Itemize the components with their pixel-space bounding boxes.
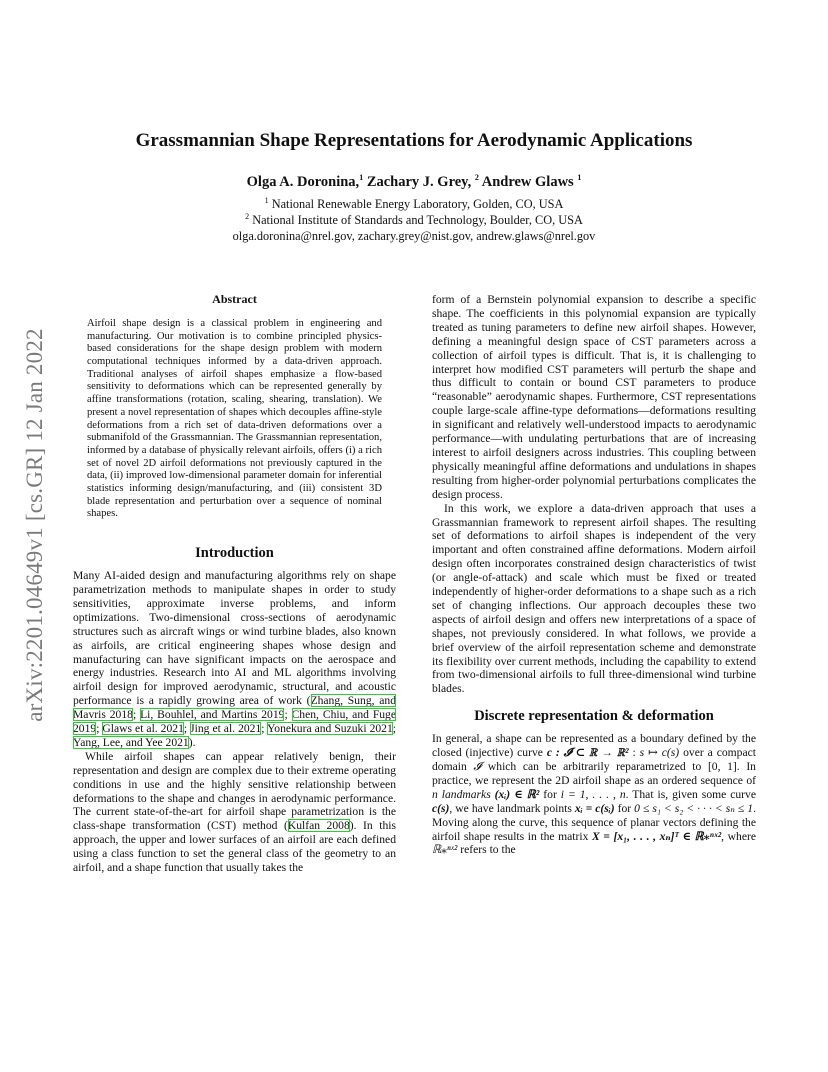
citation-link[interactable]: Yang, Lee, and Yee 2021 xyxy=(73,735,189,749)
math-inline: (xᵢ) ∈ ℝ² xyxy=(494,787,540,801)
intro-paragraph-1: Many AI-aided design and manufacturing algorithms rely on shape parametrization methods to manipulate shapes in order to study sensitivities, approximate inverse problems, and inform optimizations. Two-dimensional cross-sections of aerodynamic structures such as aircraft wings or wind turbine blades, also known as airfoils, are critical engineering shapes whose design and manufacturing can have significant impacts on the aerospace and energy industries. Research into AI and ML algorithms involving airfoil design for improved aerodynamic, structural, and acoustic performance is a rapidly growing area of work (Zhang, Sung, and Mavris 2018; Li, Bouhlel, and Martins 2019; Chen, Chiu, and Fuge 2019; Glaws et al. 2021; Jing et al. 2021; Yonekura and Suzuki 2021; Yang, Lee, and Yee 2021). xyxy=(73,569,397,749)
right-paragraph-3 xyxy=(432,732,756,857)
author-2-sup: 2 xyxy=(474,173,479,183)
text-run: . That is, given some curve xyxy=(625,787,756,801)
math-inline: n xyxy=(432,787,438,801)
arxiv-stamp-text: arXiv:2201.04649v1 [cs.GR] 12 Jan 2022 xyxy=(22,328,47,722)
math-inline: c(s) xyxy=(432,801,450,815)
text-run: for xyxy=(539,787,561,801)
math-inline: s ↦ c(s) xyxy=(639,746,680,760)
text-run: for xyxy=(614,801,635,815)
math-inline: c : 𝓘 ⊂ ℝ → ℝ² xyxy=(546,746,629,760)
abstract-heading: Abstract xyxy=(212,292,257,306)
author-emails: olga.doronina@nrel.gov, zachary.grey@nist.gov, andrew.glaws@nrel.gov xyxy=(232,229,596,243)
text-run: refers to the xyxy=(457,843,516,857)
affiliation-2-text: National Institute of Standards and Technology, Boulder, CO, USA xyxy=(252,213,583,227)
introduction-heading: Introduction xyxy=(195,545,274,562)
text-run: . In practice, we represent the 2D airfoil shape as an ordered sequence of xyxy=(432,760,756,787)
math-inline: i = 1, . . . , n xyxy=(560,787,626,801)
intro-p2-text-end: ). In this approach, the upper and lower surfaces of an airfoil are each defined using a class function to set the general class of the geometry to an airfoil, and a shape function that usually takes the xyxy=(73,819,396,875)
citation-link[interactable]: Chen, Chiu, and Fuge 2019 xyxy=(73,708,397,736)
author-3: Andrew Glaws xyxy=(481,174,574,190)
paper-title: Grassmannian Shape Representations for Aerodynamic Applications xyxy=(135,130,693,151)
math-inline: xᵢ = c(sᵢ) xyxy=(574,801,615,815)
arxiv-stamp xyxy=(0,290,70,760)
citation-link[interactable]: Kulfan 2008 xyxy=(287,819,350,833)
intro-paragraph-2 xyxy=(73,750,396,875)
citation-link[interactable]: Yonekura and Suzuki 2021 xyxy=(267,722,393,736)
right-column xyxy=(432,293,756,857)
affiliation-2-sup: 2 xyxy=(245,211,250,221)
math-inline: 𝓘 xyxy=(473,760,482,773)
author-3-sup: 1 xyxy=(577,173,582,183)
author-2: Zachary J. Grey, xyxy=(366,174,472,190)
affiliation-2 xyxy=(0,212,828,228)
text-run: over a compact domain xyxy=(432,746,756,773)
text-run: , where xyxy=(721,829,756,843)
affiliation-1-sup: 1 xyxy=(264,195,269,205)
author-list xyxy=(0,174,828,191)
intro-p1-end: ). xyxy=(188,735,196,749)
math-inline: X = [x₁, . . . , xₙ]ᵀ ∈ ℝ⁎ⁿˣ² xyxy=(591,829,722,843)
author-1: Olga A. Doronina, xyxy=(246,174,360,190)
intro-p2-text: While airfoil shapes can appear relatively benign, their representation and design are complex due to their extreme operating conditions in use and the highly sensitive relationship between deformations to the shape and changes in aerodynamic performance. The current state-of-the-art for airfoil shape parametrization is the class-shape transformation (CST) method ( xyxy=(73,749,396,833)
intro-p1-text: Many AI-aided design and manufacturing algorithms rely on shape parametrization methods to manipulate shapes in order to study sensitivities, approximate inverse problems, and inform optimizations. Two-dimensional cross-sections of aerodynamic structures such as aircraft wings or wind turbine blades, also known as airfoils, are critical engineering shapes whose design and manufacturing can have significant impacts on the aerospace and energy industries. Research into AI and ML algorithms involving airfoil design for improved aerodynamic, structural, and acoustic performance is a rapidly growing area of work ( xyxy=(73,569,396,708)
text-run: . Moving along the curve, this sequence of planar vectors defining the airfoil shape results in the matrix xyxy=(432,801,756,843)
section-heading-discrete: Discrete representation & deformation xyxy=(474,708,714,725)
text-run: : xyxy=(628,746,640,760)
citation-link[interactable]: Jing et al. 2021 xyxy=(190,722,262,736)
math-inline: 0 ≤ s₁ < s₂ < · · · < sₙ ≤ 1 xyxy=(634,801,754,815)
math-inline: [0, 1] xyxy=(707,760,737,773)
right-paragraph-2: In this work, we explore a data-driven approach that uses a Grassmannian framework to represent airfoil shapes. The resulting set of deformations to airfoil shapes is independent of the very important and often constrained affine deformations. Modern airfoil design often incorporates constrained design characteristics of twist (or angle-of-attack) and scale which must be fixed or treated independently of higher-order deformations to a shape such as a rich set of changing inflections. Our approach decouples these two aspects of airfoil design and offers new interpretations of a space of shapes, not previously considered. In what follows, we provide a brief overview of the airfoil representation scheme and demonstrate its flexibility over current methods, including the capability to extend from two-dimensional airfoils to full three-dimensional wind turbine blades. xyxy=(432,501,756,696)
text-run: , we have landmark points xyxy=(449,801,575,815)
citation-link[interactable]: Li, Bouhlel, and Martins 2019 xyxy=(140,708,285,722)
text-run: which can be arbitrarily reparametrized to xyxy=(481,760,708,773)
text-run: In general, a shape can be represented as a boundary defined by the closed (injective) curve xyxy=(432,732,756,760)
right-paragraph-1: form of a Bernstein polynomial expansion to describe a specific shape. The coefficients in this polynomial expansion are typically treated as tuning parameters to define new airfoil shapes. However, defining a meaningful design space of CST parameters across a collection of airfoil types is difficult. That is, it is challenging to interpret how modified CST parameters will perturb the shape and thus difficult to contain or bound CST parameters to produce “reasonable” aerodynamic shapes. Furthermore, CST representations couple large-scale affine-type deformations—deformations resulting in significant and relatively well-understood impacts to aerodynamic performance—with undulating perturbations that are of increasing interest to airfoil designers across industries. This coupling between physically meaningful affine deformations and undulations in shapes resulting from higher-order polynomial perturbations complicates the design process. xyxy=(432,293,756,501)
author-1-sup: 1 xyxy=(359,173,364,183)
affiliations xyxy=(0,196,828,244)
abstract-text: Airfoil shape design is a classical problem in engineering and manufacturing. Our motivation is to combine principled physics-based considerations for the shape design problem with modern computational techniques informed by a data-driven approach. Traditional analyses of airfoil shapes emphasize a flow-based sensitivity to deformations which can be represented generally by affine transformations (rotation, scaling, shearing, translation). We present a novel representation of shapes which decouples affine-style deformations from a rich set of data-driven deformations over a submanifold of the Grassmannian. The Grassmannian representation, informed by a database of physically relevant airfoils, offers (i) a rich set of novel 2D airfoil deformations not previously captured in the data, (ii) improved low-dimensional parameter domain for inferential statistics informing design/manufacturing, and (iii) consistent 3D blade representation and perturbation over a sequence of nominal shapes. xyxy=(87,317,382,520)
citation-link[interactable]: Zhang, Sung, and Mavris 2018 xyxy=(73,694,396,722)
affiliation-1-text: National Renewable Energy Laboratory, Golden, CO, USA xyxy=(271,197,564,211)
citation-link[interactable]: Glaws et al. 2021 xyxy=(102,722,184,736)
affiliation-1 xyxy=(0,196,828,212)
text-run: landmarks xyxy=(437,787,495,801)
math-inline: ℝ⁎ⁿˣ² xyxy=(432,843,458,857)
left-column xyxy=(73,293,396,875)
